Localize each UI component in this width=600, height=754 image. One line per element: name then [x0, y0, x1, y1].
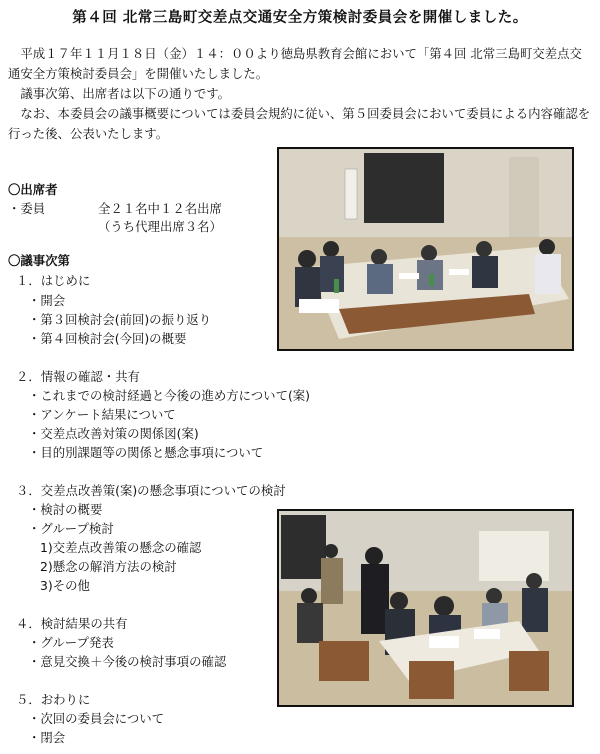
- agenda-item: ・開会: [28, 293, 66, 308]
- meeting-photo-2-image: [279, 511, 572, 705]
- agenda-item: ・交差点改善対策の関係図(案): [28, 426, 199, 441]
- agenda-item: ・第３回検討会(前回)の振り返り: [28, 312, 212, 327]
- agenda-section-2-title: ２．情報の確認・共有: [16, 369, 140, 384]
- agenda-item: ・検討の概要: [28, 502, 103, 517]
- intro-paragraph-1: 平成１７年１１月１８日（金）１４：００より徳島県教育会館において「第４回 北常三島町交差点交通安全方策検討委員会」を開催いたしました。: [8, 46, 582, 81]
- agenda-heading: 〇議事次第: [8, 253, 70, 268]
- agenda-item: ・これまでの検討経過と今後の進め方について(案): [28, 388, 311, 403]
- intro-paragraph-2: 議事次第、出席者は以下の通りです。: [20, 86, 231, 101]
- agenda-subitem: 1)交差点改善策の懸念の確認: [40, 540, 202, 555]
- agenda-section-4-title: ４．検討結果の共有: [16, 616, 128, 631]
- attendees-label: ・委員: [8, 201, 46, 216]
- agenda-item: ・意見交換＋今後の検討事項の確認: [28, 654, 227, 669]
- meeting-photo-1-image: [279, 149, 572, 349]
- agenda-item: ・アンケート結果について: [28, 407, 176, 422]
- agenda-item: ・グループ発表: [28, 635, 114, 650]
- agenda-item: ・目的別課題等の関係と懸念事項について: [28, 445, 264, 460]
- agenda-item: ・グループ検討: [28, 521, 114, 536]
- intro-text: [8, 44, 594, 144]
- attendees-proxy: （うち代理出席３名）: [98, 219, 222, 234]
- intro-paragraph-3: なお、本委員会の議事概要については委員会規約に従い、第５回委員会において委員による内容確認を行った後、公表いたします。: [8, 106, 591, 141]
- attendees-count: 全２１名中１２名出席: [98, 201, 222, 216]
- agenda-subitem: 3)その他: [40, 578, 90, 593]
- agenda-item: ・次回の委員会について: [28, 711, 165, 726]
- agenda-item: ・閉会: [28, 730, 66, 745]
- meeting-photo-2: [277, 509, 574, 707]
- agenda-section-5-title: ５．おわりに: [16, 692, 91, 707]
- attendees-heading: 〇出席者: [8, 182, 58, 197]
- meeting-photo-1: [277, 147, 574, 351]
- agenda-section-3-title: ３．交差点改善策(案)の懸念事項についての検討: [16, 483, 286, 498]
- agenda-subitem: 2)懸念の解消方法の検討: [40, 559, 177, 574]
- page-title: 第４回 北常三島町交差点交通安全方策検討委員会を開催しました。: [72, 10, 528, 26]
- agenda-section-1-title: １．はじめに: [16, 273, 91, 288]
- agenda-item: ・第４回検討会(今回)の概要: [28, 331, 187, 346]
